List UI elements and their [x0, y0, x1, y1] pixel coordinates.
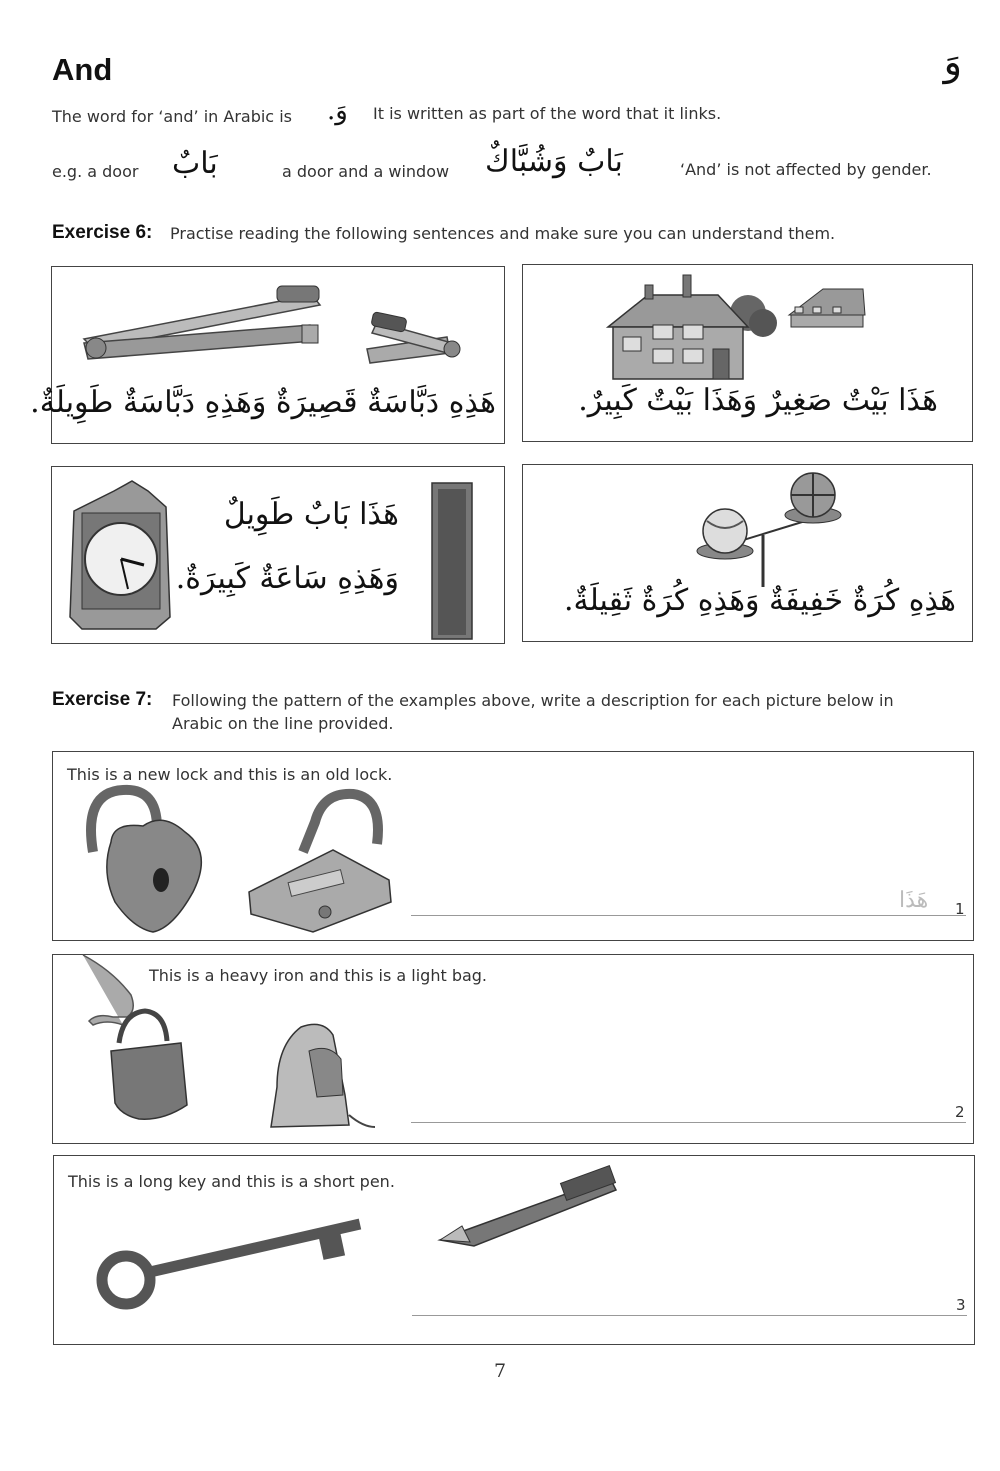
exercise6-sentence-2: هَذَا بَيْتٌ صَغِيرٌ وَهَذَا بَيْتٌ كَبِيرٌ. — [578, 383, 938, 418]
exercise6-sentence-3-line1: هَذَا بَابٌ طَوِيلٌ — [223, 497, 399, 532]
exercise7-item-key-pen — [53, 1155, 975, 1345]
exercise6-sentence-1: هَذِهِ دَبَّاسَةٌ قَصِيرَةٌ وَهَذِهِ دَبَّاسَةٌ طَوِيلَةٌ. — [30, 385, 496, 420]
exercise7-label: Exercise 7: — [52, 689, 153, 710]
exercise7-instruction-line2: Arabic on the line provided. — [172, 714, 394, 733]
exercise7-item1-caption: This is a new lock and this is an old lock. — [67, 765, 393, 784]
exercise6-label: Exercise 6: — [52, 222, 153, 243]
exercise6-sentence-3-line2: وَهَذِهِ سَاعَةٌ كَبِيرَةٌ. — [175, 561, 399, 596]
exercise7-item2-caption: This is a heavy iron and this is a light bag. — [149, 966, 488, 985]
answer-number-3: 3 — [956, 1296, 966, 1314]
intro-text-after: It is written as part of the word that it links. — [373, 104, 722, 123]
answer-line-2[interactable] — [411, 1122, 966, 1123]
example-door-window-arabic: بَابٌ وَشُبَّاكٌ — [485, 144, 623, 179]
answer-line-3[interactable] — [412, 1315, 967, 1316]
exercise6-sentence-4: هَذِهِ كُرَةٌ خَفِيفَةٌ وَهَذِهِ كُرَةٌ ثَقِيلَةٌ. — [563, 583, 956, 618]
locks-illustration — [53, 752, 975, 942]
exercise6-panel-staplers — [30, 266, 505, 444]
corner-waw-glyph: وَ — [943, 40, 962, 84]
page-number: 7 — [493, 1360, 507, 1382]
exercise7-item-iron-bag — [52, 954, 974, 1144]
clock-door-illustration — [52, 467, 506, 645]
page-title: And — [52, 52, 113, 87]
exercise6-instruction: Practise reading the following sentences and make sure you can understand them. — [170, 224, 836, 243]
answer-line-1[interactable] — [411, 915, 966, 916]
answer-number-1: 1 — [955, 900, 965, 918]
example-door-window-label: a door and a window — [282, 162, 450, 181]
exercise7-instruction-line1: Following the pattern of the examples above, write a description for each picture below in — [172, 691, 894, 710]
intro-waw: وَ. — [327, 96, 348, 126]
answer-1-prefill: هَذَا — [899, 888, 929, 913]
iron-bag-illustration — [53, 955, 975, 1145]
exercise6-panel-houses — [522, 264, 973, 442]
exercise6-panel-balls — [522, 464, 973, 642]
exercise7-item3-caption: This is a long key and this is a short pen. — [68, 1172, 395, 1191]
exercise7-item-locks — [52, 751, 974, 941]
intro-text-before: The word for ‘and’ in Arabic is — [52, 107, 292, 126]
exercise6-panel-clock-door — [51, 466, 505, 644]
answer-number-2: 2 — [955, 1103, 965, 1121]
gender-note: ‘And’ is not affected by gender. — [680, 160, 932, 179]
key-pen-illustration — [54, 1156, 976, 1346]
example-door-label: e.g. a door — [52, 162, 139, 181]
example-door-arabic: بَابٌ — [172, 146, 218, 181]
